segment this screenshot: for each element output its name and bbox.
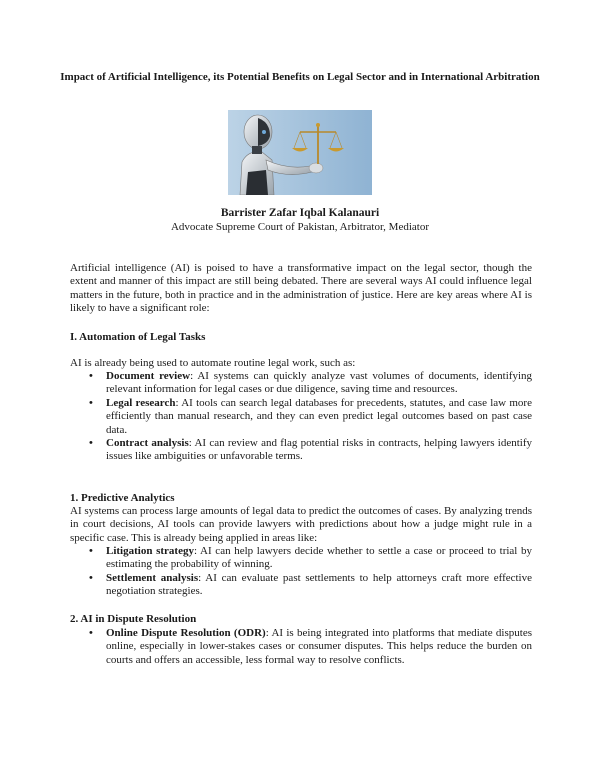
section-heading: I. Automation of Legal Tasks — [70, 331, 206, 343]
bullet-list — [70, 545, 532, 599]
bullet-text: : AI can evaluate past settlements to help attorneys craft more effective negotiation strategies. — [106, 571, 532, 598]
bullet-glyph: • — [89, 396, 93, 409]
bullet-text: : AI systems can quickly analyze vast volumes of documents, identifying relevant information for legal cases or due diligence, saving time and resources. — [106, 370, 533, 396]
bullet-term: Contract analysis — [106, 437, 189, 450]
bullet-glyph: • — [89, 370, 93, 382]
bullet-glyph: • — [89, 627, 93, 639]
bullet-text: : AI can review and flag potential risks in contracts, helping lawyers identify issues like ambiguities or unfavorable terms. — [106, 437, 532, 463]
author-name: Barrister Zafar Iqbal Kalanauri — [220, 207, 380, 219]
bullet-glyph: • — [89, 437, 93, 450]
document-title: Impact of Artificial Intelligence, its Potential Benefits on Legal Sector and in International Arbitration — [60, 71, 540, 83]
section-lead: AI is already being used to automate routine legal work, such as: — [70, 357, 356, 369]
intro-paragraph: Artificial intelligence (AI) is poised to have a transformative impact on the legal sector, though the extent and manner of this impact are still being debated. There are several ways AI could influence legal matters in the future, both in practice and in the administration of justice. Here are key areas where AI is likely to have a significant role: — [70, 262, 532, 315]
bullet-term: Settlement analysis — [106, 571, 199, 584]
list-item — [70, 437, 532, 464]
list-item — [70, 370, 532, 397]
bullet-term: Online Dispute Resolution (ODR) — [106, 627, 266, 639]
bullet-text: : AI tools can search legal databases for precedents, statutes, and case law more efficiently than manual research, and they can even predict legal outcomes based on past case data. — [106, 396, 532, 436]
bullet-text: : AI is being integrated into platforms that mediate disputes online, especially in lower-stakes cases or consumer disputes. This helps reduce the burden on courts and offers an accessible, less formal way to resolve conflicts. — [106, 627, 532, 666]
section-heading: 1. Predictive Analytics — [70, 492, 175, 504]
list-item — [70, 572, 532, 599]
bullet-glyph: • — [89, 545, 93, 557]
bullet-list — [70, 627, 532, 667]
robot-holding-scales-icon — [228, 110, 372, 195]
hero-image — [228, 110, 372, 195]
bullet-term: Legal research — [106, 396, 176, 409]
list-item — [70, 627, 532, 667]
section-heading: 2. AI in Dispute Resolution — [70, 613, 197, 625]
bullet-term: Document review — [106, 370, 191, 382]
bullet-list — [70, 370, 532, 464]
bullet-glyph: • — [89, 571, 93, 584]
bullet-text: : AI can help lawyers decide whether to settle a case or proceed to trial by estimating the probability of winning. — [106, 545, 532, 571]
list-item — [70, 545, 532, 572]
list-item — [70, 397, 532, 437]
author-affiliation: Advocate Supreme Court of Pakistan, Arbitrator, Mediator — [170, 221, 429, 233]
section-lead: AI systems can process large amounts of legal data to predict the outcomes of cases. By analyzing trends in court decisions, AI tools can provide lawyers with predictions about how a judge might rule in a specific case. This is already being applied in areas like: — [70, 505, 532, 544]
bullet-term: Litigation strategy — [106, 545, 194, 557]
